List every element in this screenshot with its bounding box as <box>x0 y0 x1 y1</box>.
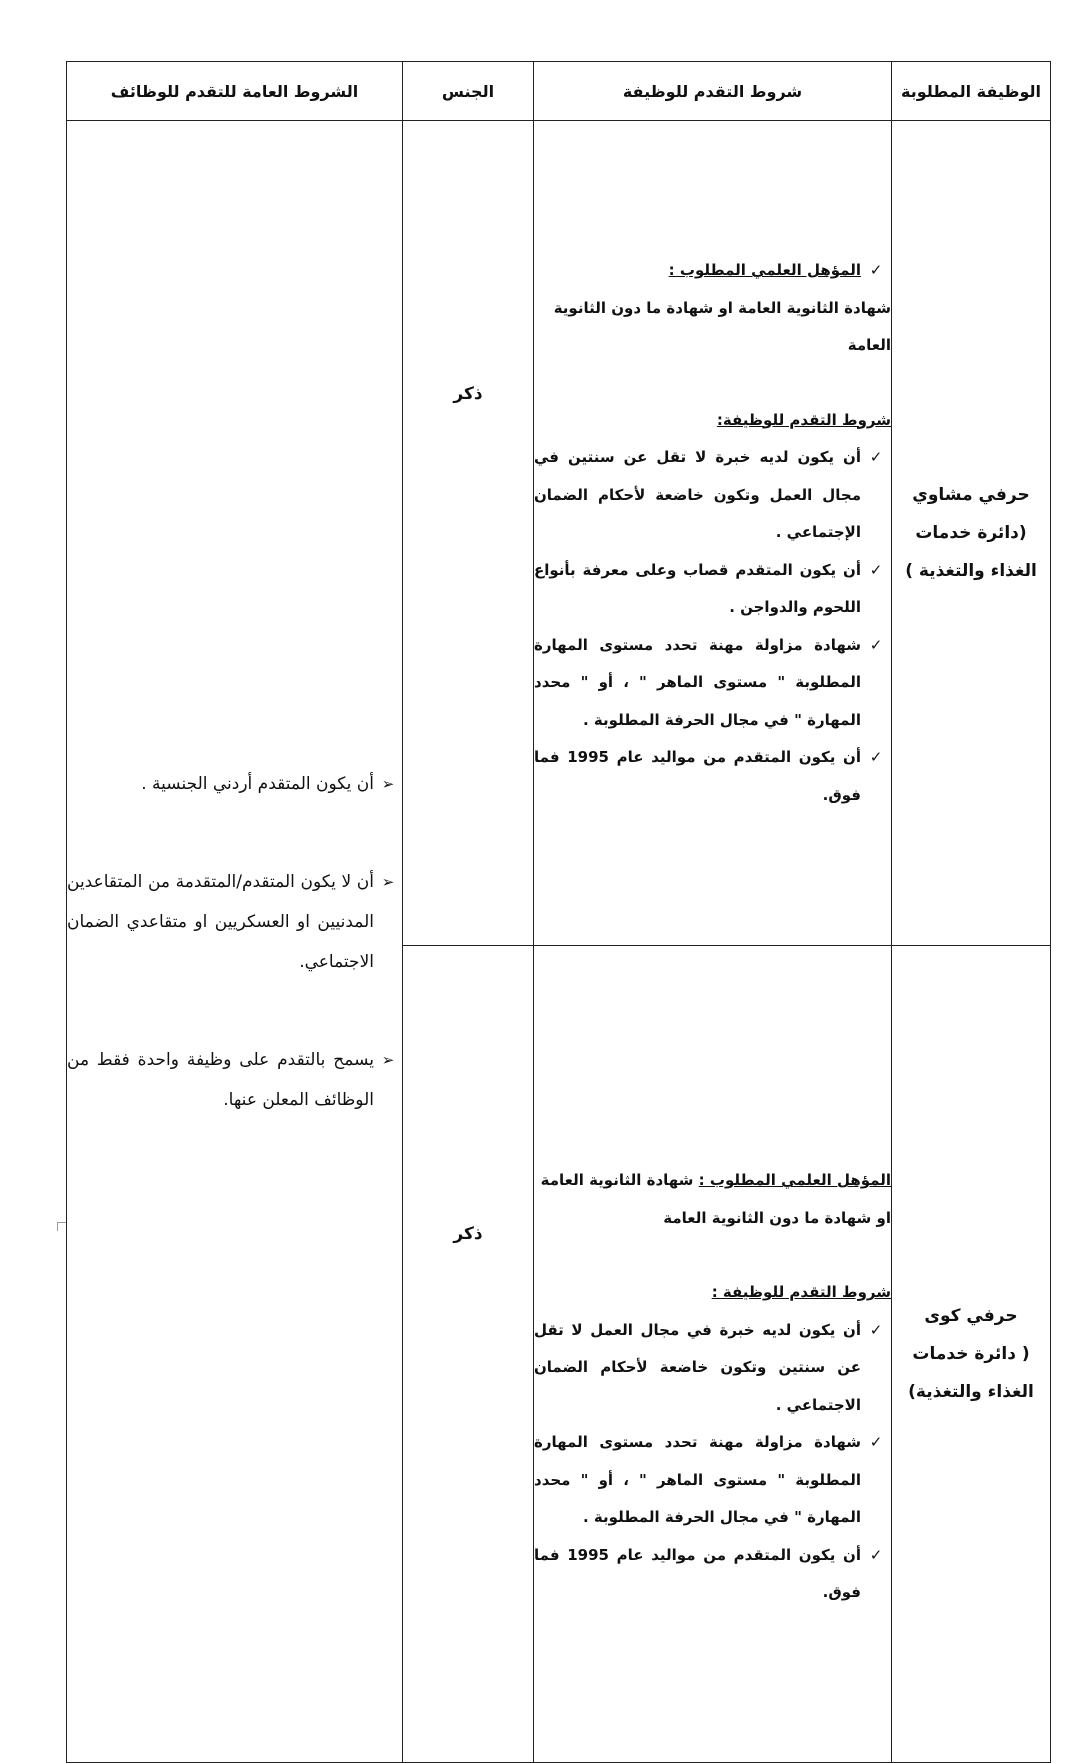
condition-text: شهادة مزاولة مهنة تحدد مستوى المهارة المطلوبة " مستوى الماهر " ، أو " محدد المهارة " في مجال الحرفة المطلوبة . <box>534 635 861 729</box>
job-title-line: (دائرة خدمات <box>915 523 1027 543</box>
qualification-heading: المؤهل العلمي المطلوب : <box>698 1171 891 1190</box>
condition-text: شهادة مزاولة مهنة تحدد مستوى المهارة المطلوبة " مستوى الماهر " ، أو " محدد المهارة " في مجال الحرفة المطلوبة . <box>534 1433 861 1527</box>
condition-item <box>534 1424 891 1537</box>
page-corner-mark <box>57 1222 66 1231</box>
header-conditions: شروط التقدم للوظيفة <box>534 62 892 121</box>
header-general-conditions: الشروط العامة للتقدم للوظائف <box>67 62 403 121</box>
condition-text: أن يكون لديه خبرة لا تقل عن سنتين في مجال العمل وتكون خاضعة لأحكام الضمان الإجتماعي . <box>534 448 861 541</box>
condition-item <box>534 1537 891 1612</box>
check-icon: ✓ <box>869 1545 883 1564</box>
jobs-table <box>66 61 1051 1763</box>
table-row <box>67 121 1051 946</box>
check-icon: ✓ <box>869 1320 883 1339</box>
job-title-cell <box>892 946 1051 1763</box>
qualification-item <box>534 252 891 290</box>
gender-cell: ذكر <box>403 946 534 1763</box>
condition-text: أن يكون لديه خبرة في مجال العمل لا تقل عن سنتين وتكون خاضعة لأحكام الضمان الاجتماعي . <box>534 1320 861 1414</box>
job-conditions-cell <box>534 946 892 1763</box>
qualification-heading: المؤهل العلمي المطلوب : <box>668 261 861 279</box>
arrow-bullet-icon: ➢ <box>381 774 395 793</box>
job-title-line: الغذاء والتغذية) <box>908 1382 1034 1402</box>
check-icon: ✓ <box>869 1433 883 1452</box>
qualification-text: شهادة الثانوية العامة او شهادة ما دون الثانوية العامة <box>540 1171 891 1227</box>
general-condition-item <box>67 862 402 982</box>
job-conditions-cell <box>534 121 892 946</box>
job-title-line: ( دائرة خدمات <box>912 1344 1030 1364</box>
qualification-text: شهادة الثانوية العامة او شهادة ما دون الثانوية العامة <box>553 298 891 354</box>
arrow-bullet-icon: ➢ <box>381 872 395 891</box>
condition-item <box>534 627 891 740</box>
general-condition-text: أن لا يكون المتقدم/المتقدمة من المتقاعدين المدنيين او العسكريين او متقاعدي الضمان الاجتماعي. <box>67 871 374 972</box>
arrow-bullet-icon: ➢ <box>381 1050 395 1069</box>
condition-item <box>534 439 891 552</box>
check-icon: ✓ <box>869 261 883 279</box>
general-condition-item <box>67 1040 402 1120</box>
general-conditions-cell <box>67 121 403 1763</box>
condition-item <box>534 1312 891 1425</box>
gender-cell: ذكر <box>403 121 534 946</box>
condition-text: أن يكون المتقدم قصاب وعلى معرفة بأنواع اللحوم والدواجن . <box>534 560 861 616</box>
check-icon: ✓ <box>869 448 883 466</box>
conditions-heading: شروط التقدم للوظيفة : <box>711 1283 891 1302</box>
conditions-heading: شروط التقدم للوظيفة: <box>716 410 891 429</box>
check-icon: ✓ <box>869 560 883 579</box>
job-title-line: حرفي كوى <box>924 1306 1018 1326</box>
condition-text: أن يكون المتقدم من مواليد عام 1995 فما فوق. <box>534 1545 861 1602</box>
table-header-row <box>67 62 1051 121</box>
condition-item <box>534 739 891 814</box>
condition-text: أن يكون المتقدم من مواليد عام 1995 فما فوق. <box>534 748 861 804</box>
job-title-line: حرفي مشاوي <box>912 485 1030 505</box>
header-gender: الجنس <box>403 62 534 121</box>
condition-item <box>534 552 891 627</box>
job-title-cell <box>892 121 1051 946</box>
check-icon: ✓ <box>869 635 883 654</box>
header-job: الوظيفة المطلوبة <box>892 62 1051 121</box>
check-icon: ✓ <box>869 748 883 766</box>
general-condition-text: يسمح بالتقدم على وظيفة واحدة فقط من الوظائف المعلن عنها. <box>67 1049 374 1110</box>
job-title-line: الغذاء والتغذية ) <box>905 561 1037 581</box>
general-condition-item <box>67 764 402 804</box>
qualification-line <box>534 1162 891 1237</box>
general-condition-text: أن يكون المتقدم أردني الجنسية . <box>141 773 374 794</box>
